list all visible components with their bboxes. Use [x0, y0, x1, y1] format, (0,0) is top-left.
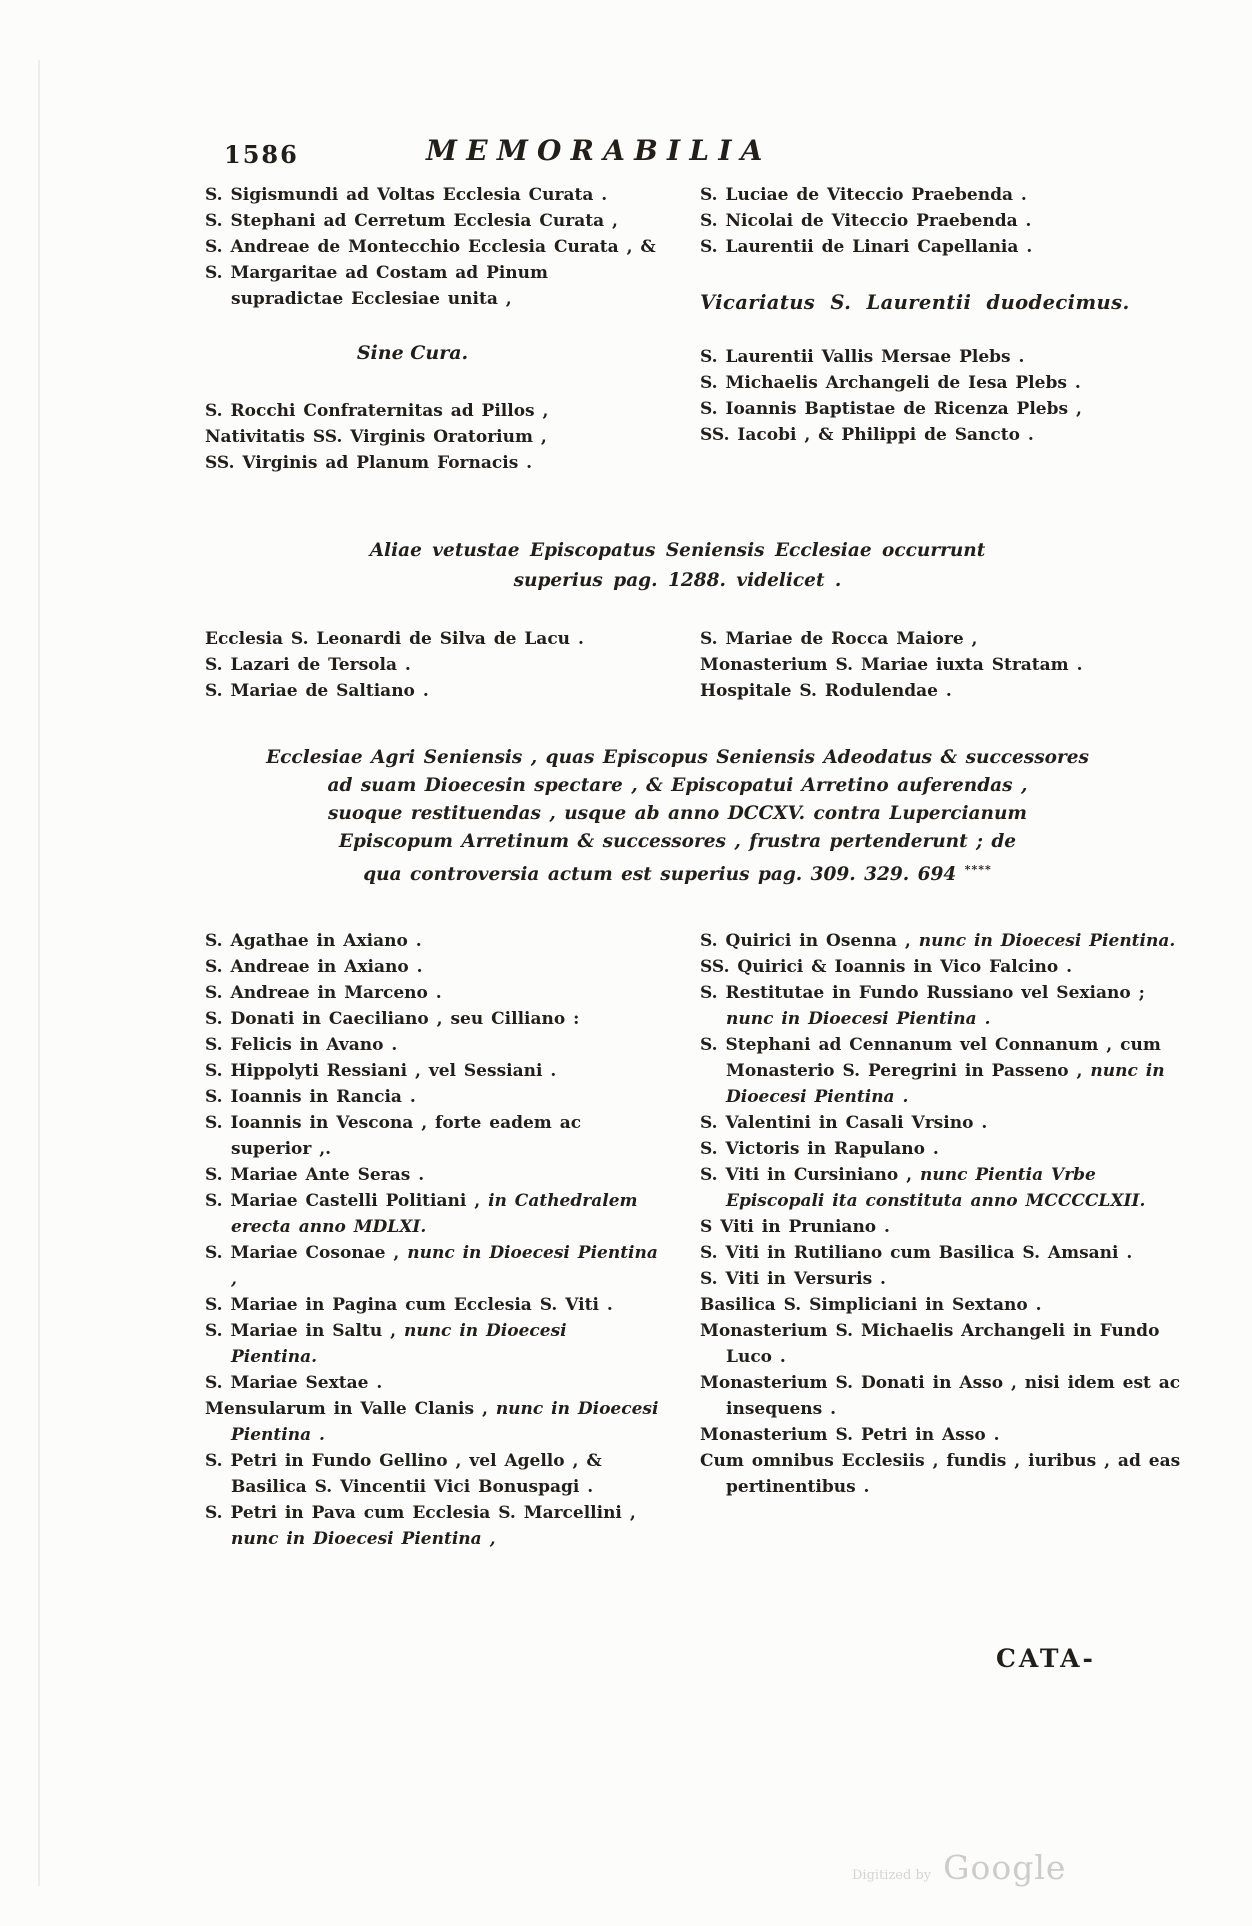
- church-entry: S. Mariae in Pagina cum Ecclesia S. Viti .: [205, 1295, 613, 1315]
- church-entry: S. Laurentii Vallis Mersae Plebs .: [700, 347, 1025, 367]
- church-entry: S. Viti in Versuris .: [700, 1269, 886, 1289]
- church-entry: Monasterium S. Petri in Asso .: [700, 1425, 1000, 1445]
- note-line: Aliae vetustae Episcopatus Seniensis Ecclesiae occurrunt: [369, 540, 986, 561]
- church-entry: Basilica S. Simpliciani in Sextano .: [700, 1295, 1042, 1315]
- church-entry: S. Andreae in Axiano .: [205, 957, 423, 977]
- church-entry: SS. Iacobi , & Philippi de Sancto .: [700, 425, 1034, 445]
- sine-cura-heading: Sine Cura.: [356, 342, 469, 364]
- church-entry: S. Hippolyti Ressiani , vel Sessiani .: [205, 1061, 557, 1081]
- church-entry: S. Restitutae in Fundo Russiano vel Sexiano ; nunc in Dioecesi Pientina .: [700, 983, 1145, 1029]
- church-entry: S. Stephani ad Cennanum vel Connanum , cum Monasterio S. Peregrini in Passeno , nunc in Dioecesi Pientina .: [700, 1035, 1165, 1107]
- google-watermark: [852, 1848, 1066, 1887]
- agri-right-list: [700, 928, 1185, 1500]
- church-entry: S. Victoris in Rapulano .: [700, 1139, 939, 1159]
- vetustae-left-list: [205, 626, 660, 704]
- church-entry: S. Michaelis Archangeli de Iesa Plebs .: [700, 373, 1081, 393]
- vetustae-right-column: [700, 626, 1185, 704]
- note-line: Episcopum Arretinum & successores , frustra pertenderunt ; de: [338, 831, 1017, 852]
- church-entry: Monasterium S. Michaelis Archangeli in Fundo Luco .: [700, 1321, 1160, 1367]
- section-agri: [205, 928, 1185, 1552]
- church-entry: S. Lazari de Tersola .: [205, 655, 411, 675]
- church-entry: Hospitale S. Rodulendae .: [700, 681, 952, 701]
- church-entry: Nativitatis SS. Virginis Oratorium ,: [205, 427, 547, 447]
- catchword: CATA-: [996, 1644, 1096, 1673]
- church-entry: S. Mariae Castelli Politiani , in Cathedralem erecta anno MDLXI.: [205, 1191, 638, 1237]
- church-entry: S. Margaritae ad Costam ad Pinum supradictae Ecclesiae unita ,: [205, 263, 549, 309]
- note-line: superius pag. 1288. videlicet .: [513, 570, 842, 591]
- note-line: Ecclesiae Agri Seniensis , quas Episcopus Seniensis Adeodatus & successores: [266, 747, 1089, 768]
- parochial-right-list: [700, 182, 1185, 260]
- parochial-left-list: [205, 182, 660, 312]
- page-title: MEMORABILIA: [426, 134, 772, 167]
- vetustae-right-list: [700, 626, 1185, 704]
- church-entry: S. Ioannis Baptistae de Ricenza Plebs ,: [700, 399, 1082, 419]
- page-header: [0, 134, 1252, 174]
- church-entry: S. Mariae in Saltu , nunc in Dioecesi Pientina.: [205, 1321, 567, 1367]
- note-vetustae: [205, 536, 1150, 596]
- church-entry: S. Ioannis in Vescona , forte eadem ac superior ,.: [205, 1113, 582, 1159]
- parochial-right-column: [700, 182, 1185, 476]
- agri-left-column: [205, 928, 660, 1552]
- church-entry: S. Felicis in Avano .: [205, 1035, 398, 1055]
- church-entry: S. Rocchi Confraternitas ad Pillos ,: [205, 401, 549, 421]
- church-entry: Ecclesia S. Leonardi de Silva de Lacu .: [205, 629, 584, 649]
- church-entry: S. Andreae de Montecchio Ecclesia Curata , &: [205, 237, 656, 257]
- church-entry: S. Petri in Fundo Gellino , vel Agello , & Basilica S. Vincentii Vici Bonuspagi .: [205, 1451, 602, 1497]
- sine-cura-list: [205, 398, 660, 476]
- church-entry: S. Mariae Cosonae , nunc in Dioecesi Pientina ,: [205, 1243, 658, 1289]
- church-entry: S. Viti in Rutiliano cum Basilica S. Amsani .: [700, 1243, 1133, 1263]
- section-parochial: [205, 182, 1185, 476]
- church-entry: S. Andreae in Marceno .: [205, 983, 442, 1003]
- agri-right-column: [700, 928, 1185, 1552]
- parochial-left-column: [205, 182, 660, 476]
- note-line: qua controversia actum est superius pag. 309. 329. 694 ****: [363, 863, 992, 886]
- church-entry: S. Quirici in Osenna , nunc in Dioecesi Pientina.: [700, 931, 1176, 951]
- church-entry: S. Luciae de Viteccio Praebenda .: [700, 185, 1027, 205]
- church-entry: S. Ioannis in Rancia .: [205, 1087, 416, 1107]
- church-entry: S. Valentini in Casali Vrsino .: [700, 1113, 988, 1133]
- vetustae-left-column: [205, 626, 660, 704]
- church-entry: S. Mariae Sextae .: [205, 1373, 383, 1393]
- church-entry: S. Donati in Caeciliano , seu Cilliano :: [205, 1009, 580, 1029]
- church-entry: Monasterium S. Donati in Asso , nisi idem est ac insequens .: [700, 1373, 1181, 1419]
- church-entry: SS. Virginis ad Planum Fornacis .: [205, 453, 533, 473]
- church-entry: S. Mariae Ante Seras .: [205, 1165, 425, 1185]
- section-vetustae: [205, 626, 1185, 704]
- agri-left-list: [205, 928, 660, 1552]
- note-agri: [205, 744, 1150, 889]
- page-number: 1586: [224, 140, 299, 169]
- church-entry: Mensularum in Valle Clanis , nunc in Dioecesi Pientina .: [205, 1399, 659, 1445]
- note-line: suoque restituendas , usque ab anno DCCXV. contra Lupercianum: [328, 803, 1027, 824]
- church-entry: Monasterium S. Mariae iuxta Stratam .: [700, 655, 1083, 675]
- church-entry: S. Sigismundi ad Voltas Ecclesia Curata .: [205, 185, 608, 205]
- church-entry: Cum omnibus Ecclesiis , fundis , iuribus , ad eas pertinentibus .: [700, 1451, 1181, 1497]
- church-entry: S. Mariae de Saltiano .: [205, 681, 429, 701]
- watermark-brand: Google: [943, 1848, 1067, 1887]
- church-entry: S. Petri in Pava cum Ecclesia S. Marcellini , nunc in Dioecesi Pientina ,: [205, 1503, 636, 1549]
- church-entry: S. Laurentii de Linari Capellania .: [700, 237, 1033, 257]
- church-entry: S Viti in Pruniano .: [700, 1217, 890, 1237]
- note-agri-lines: [205, 744, 1150, 889]
- vicariatus-list: [700, 344, 1185, 448]
- church-entry: S. Mariae de Rocca Maiore ,: [700, 629, 978, 649]
- vicariatus-heading: Vicariatus S. Laurentii duodecimus.: [700, 291, 1130, 314]
- church-entry: S. Viti in Cursiniano , nunc Pientia Vrbe Episcopali ita constituta anno MCCCCLXII.: [700, 1165, 1146, 1211]
- church-entry: S. Agathae in Axiano .: [205, 931, 422, 951]
- church-entry: SS. Quirici & Ioannis in Vico Falcino .: [700, 957, 1073, 977]
- note-line: ad suam Dioecesin spectare , & Episcopatui Arretino auferendas ,: [327, 775, 1028, 796]
- church-entry: S. Nicolai de Viteccio Praebenda .: [700, 211, 1032, 231]
- watermark-prefix: Digitized by: [852, 1868, 932, 1883]
- church-entry: S. Stephani ad Cerretum Ecclesia Curata ,: [205, 211, 618, 231]
